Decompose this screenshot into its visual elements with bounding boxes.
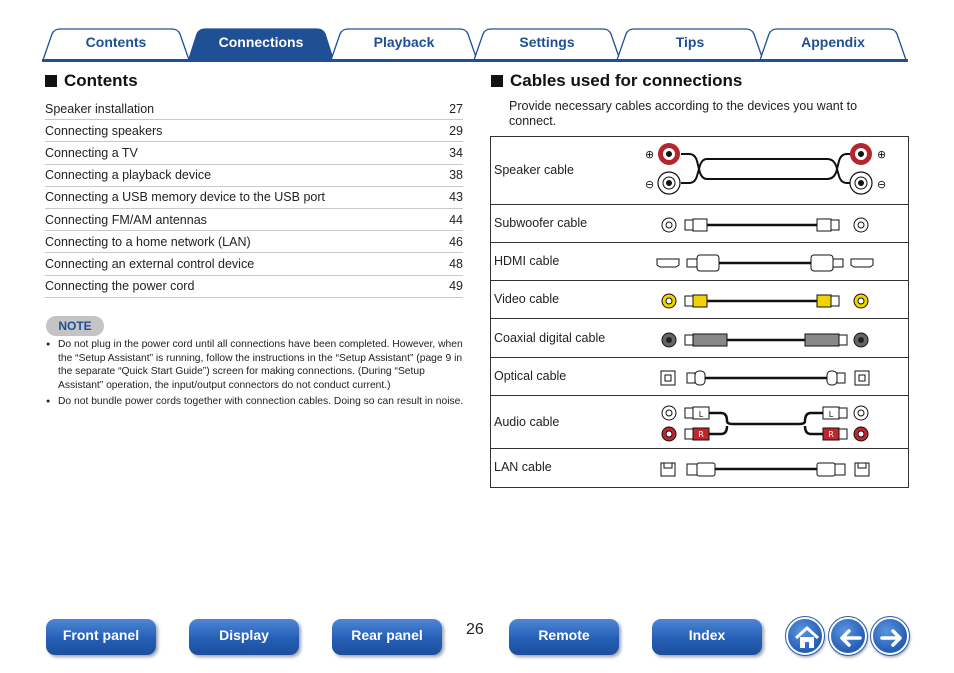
toc-label: Connecting speakers <box>45 123 163 138</box>
cable-label: HDMI cable <box>494 254 560 268</box>
back-arrow-icon <box>836 624 864 652</box>
svg-text:⊖: ⊖ <box>877 178 887 191</box>
chapter-tab-bar <box>42 28 908 62</box>
contents-list <box>45 98 463 298</box>
toc-page: 34 <box>449 145 463 160</box>
note-badge: NOTE <box>46 316 104 336</box>
tab-contents[interactable] <box>42 28 190 60</box>
cable-label: Coaxial digital cable <box>494 331 606 345</box>
svg-text:⊕: ⊕ <box>877 148 887 161</box>
toc-label: Connecting to a home network (LAN) <box>45 234 251 249</box>
subwoofer-cable-icon <box>641 205 901 243</box>
note-item: ● Do not plug in the power cord until all connections have been completed. However, when the “Setup Assistant” is running, follow the instructions in the “Setup Assistant” (page 9 in the separate “Quick Start Guide”) screen for making connections. (During “Setup Assistant” operation, the input/output connectors do not conduct current.) <box>46 338 464 392</box>
toc-page: 49 <box>449 279 463 294</box>
tab-connections[interactable] <box>187 28 335 60</box>
cables-heading-text: Cables used for connections <box>510 71 743 90</box>
home-icon <box>793 624 821 652</box>
cable-label: Video cable <box>494 292 560 306</box>
cable-row-coaxial <box>491 319 908 358</box>
optical-cable-icon <box>641 358 901 396</box>
toc-label: Connecting a TV <box>45 145 138 160</box>
tab-label: Connections <box>218 34 304 50</box>
square-bullet-icon <box>491 75 503 87</box>
tab-playback[interactable] <box>330 28 478 60</box>
cable-label: Audio cable <box>494 415 560 429</box>
cable-label: Speaker cable <box>494 163 574 177</box>
lan-cable-icon <box>641 449 901 487</box>
toc-row-connecting-power-cord[interactable] <box>45 276 463 298</box>
toc-row-connecting-control-device[interactable] <box>45 253 463 275</box>
toc-row-connecting-speakers[interactable] <box>45 120 463 142</box>
cable-label: Optical cable <box>494 369 567 383</box>
toc-label: Connecting a playback device <box>45 168 212 183</box>
tab-label: Contents <box>85 34 147 50</box>
rear-panel-button[interactable]: Rear panel <box>332 619 442 655</box>
cable-row-lan <box>491 449 908 487</box>
cables-table <box>490 136 909 488</box>
svg-text:⊖: ⊖ <box>645 178 655 191</box>
tab-settings[interactable] <box>473 28 621 60</box>
toc-label: Connecting an external control device <box>45 256 255 271</box>
toc-page: 43 <box>449 190 463 205</box>
hdmi-cable-icon <box>641 243 901 281</box>
toc-page: 27 <box>449 101 463 116</box>
page-number: 26 <box>466 621 484 638</box>
tab-label: Tips <box>675 34 705 50</box>
cable-row-hdmi <box>491 243 908 281</box>
front-panel-button[interactable]: Front panel <box>46 619 156 655</box>
contents-heading-text: Contents <box>64 71 138 90</box>
toc-label: Speaker installation <box>45 101 155 116</box>
contents-heading <box>45 71 138 91</box>
svg-text:L: L <box>828 410 834 419</box>
tab-appendix[interactable] <box>759 28 907 60</box>
toc-page: 29 <box>449 123 463 138</box>
audio-cable-icon <box>641 396 901 449</box>
note-list <box>46 338 464 412</box>
toc-row-connecting-network[interactable] <box>45 231 463 253</box>
toc-page: 46 <box>449 234 463 249</box>
cable-row-optical <box>491 358 908 396</box>
toc-label: Connecting the power cord <box>45 279 195 294</box>
toc-page: 38 <box>449 168 463 183</box>
index-button[interactable]: Index <box>652 619 762 655</box>
svg-text:⊕: ⊕ <box>645 148 655 161</box>
toc-row-speaker-installation[interactable] <box>45 98 463 120</box>
toc-row-connecting-playback-device[interactable] <box>45 165 463 187</box>
tab-baseline <box>42 59 908 62</box>
tab-tips[interactable] <box>616 28 764 60</box>
cable-row-subwoofer <box>491 205 908 243</box>
speaker-cable-icon <box>641 137 901 205</box>
back-button[interactable] <box>829 617 867 655</box>
remote-button[interactable]: Remote <box>509 619 619 655</box>
cables-heading <box>491 71 742 91</box>
tab-label: Settings <box>519 34 575 50</box>
toc-page: 48 <box>449 256 463 271</box>
square-bullet-icon <box>45 75 57 87</box>
svg-text:L: L <box>698 410 704 419</box>
cable-row-video <box>491 281 908 319</box>
tab-label: Appendix <box>801 34 865 50</box>
svg-text:R: R <box>698 430 704 439</box>
display-button[interactable]: Display <box>189 619 299 655</box>
home-button[interactable] <box>786 617 824 655</box>
toc-row-connecting-antennas[interactable] <box>45 209 463 231</box>
svg-text:R: R <box>828 430 834 439</box>
forward-button[interactable] <box>871 617 909 655</box>
toc-row-connecting-usb[interactable] <box>45 187 463 209</box>
cable-row-audio <box>491 396 908 449</box>
cable-row-speaker <box>491 137 908 205</box>
toc-page: 44 <box>449 212 463 227</box>
coaxial-cable-icon <box>641 319 901 358</box>
note-item: ● Do not bundle power cords together with connection cables. Doing so can result in noise. <box>46 395 464 409</box>
forward-arrow-icon <box>878 624 906 652</box>
toc-label: Connecting a USB memory device to the USB port <box>45 190 325 205</box>
cables-intro: Provide necessary cables according to the devices you want to connect. <box>509 99 858 128</box>
video-cable-icon <box>641 281 901 319</box>
tab-label: Playback <box>373 34 435 50</box>
toc-label: Connecting FM/AM antennas <box>45 212 207 227</box>
cable-label: LAN cable <box>494 460 552 474</box>
toc-row-connecting-tv[interactable] <box>45 142 463 164</box>
cable-label: Subwoofer cable <box>494 216 588 230</box>
